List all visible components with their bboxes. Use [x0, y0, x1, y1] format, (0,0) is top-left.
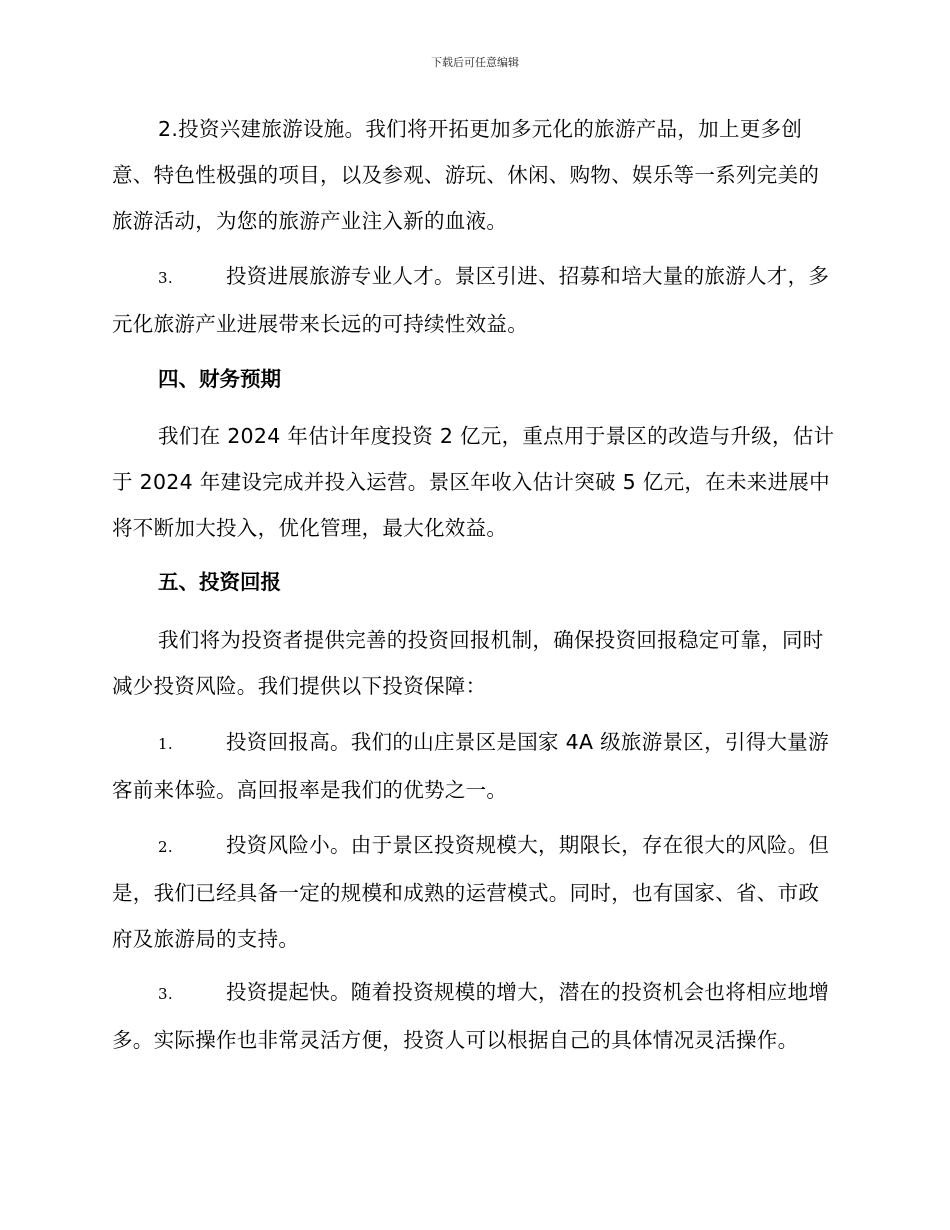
list-number: 3. [158, 985, 173, 1003]
page-header: 下载后可任意编辑 [431, 56, 519, 69]
list-item [112, 822, 837, 962]
list-item [112, 969, 837, 1063]
section-heading-financial: 四、财务预期 [158, 367, 281, 391]
list-number: 1. [158, 735, 173, 753]
paragraph-financial [112, 413, 837, 551]
list-number: 3. [158, 269, 173, 287]
paragraph-tourism-facilities [112, 106, 837, 244]
paragraph-text: 我们将为投资者提供完善的投资回报机制，确保投资回报稳定可靠，同时减少投资风险。我们提供以下投资保障： [112, 628, 824, 698]
section-heading-returns: 五、投资回报 [158, 570, 281, 594]
paragraph-tourism-talent [112, 253, 837, 347]
list-number: 2. [158, 838, 173, 856]
paragraph-returns-intro [112, 617, 837, 709]
list-item [112, 719, 837, 813]
paragraph-text: 2.投资兴建旅游设施。我们将开拓更加多元化的旅游产品，加上更多创意、特色性极强的项目，以及参观、游玩、休闲、购物、娱乐等一系列完美的旅游活动，为您的旅游产业注入新的血液。 [112, 117, 820, 233]
paragraph-text: 我们在 2024 年估计年度投资 2 亿元，重点用于景区的改造与升级，估计于 2024 年建设完成并投入运营。景区年收入估计突破 5 亿元，在未来进展中将不断加大投入，优化管理，最大化效益。 [112, 424, 835, 540]
list-item-text: 投资提起快。随着投资规模的增大，潜在的投资机会也将相应地增多。实际操作也非常灵活方便，投资人可以根据自己的具体情况灵活操作。 [112, 980, 830, 1052]
list-item-text: 投资风险小。由于景区投资规模大，期限长，存在很大的风险。但是，我们已经具备一定的规模和成熟的运营模式。同时，也有国家、省、市政府及旅游局的支持。 [112, 833, 830, 951]
paragraph-text: 投资进展旅游专业人才。景区引进、招募和培大量的旅游人才，多元化旅游产业进展带来长远的可持续性效益。 [112, 264, 830, 336]
list-item-text: 投资回报高。我们的山庄景区是国家 4A 级旅游景区，引得大量游客前来体验。高回报率是我们的优势之一。 [112, 730, 829, 802]
